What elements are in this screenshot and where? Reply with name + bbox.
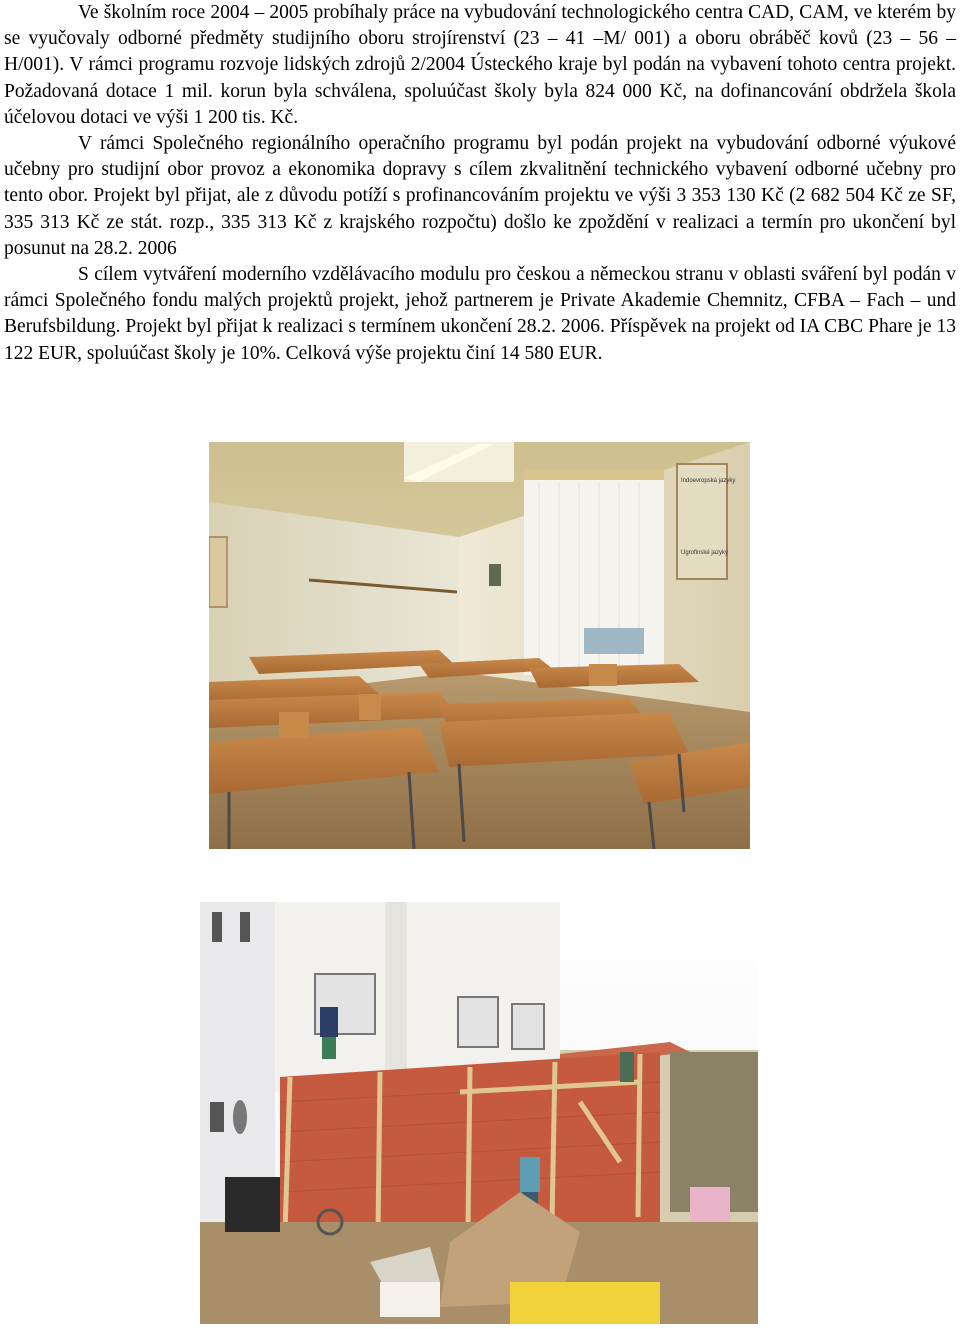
document-page	[4, 0, 956, 367]
document-text	[4, 0, 956, 367]
paragraph-3: S cílem vytváření moderního vzdělávacího modulu pro českou a německou stranu v oblasti sváření byl podán v rámci Společného fondu malých projektů projekt, jehož partnerem je Private Akademie Chemnitz, CFBA – Fach – und Berufsbildung. Projekt byl přijat k realizaci s termínem ukončení 28.2. 2006. Příspěvek na projekt od IA CBC Phare je 13 122 EUR, spoluúčast školy je 10%. Celková výše projektu činí 14 580 EUR.	[4, 264, 956, 364]
construction-photo	[200, 902, 758, 1324]
paragraph-1: Ve školním roce 2004 – 2005 probíhaly práce na vybudování technologického centra CAD, CAM, ve kterém by se vyučovaly odborné předměty studijního oboru strojírenství (23 – 41 –M/ 001) a oboru obráběč kovů (23 – 56 – H/001). V rámci programu rozvoje lidských zdrojů 2/2004 Ústeckého kraje byl podán na vybavení tohoto centra projekt. Požadovaná dotace 1 mil. korun byla schválena, spoluúčast školy byla 824 000 Kč, na dofinancování obdržela škola účelovou dotaci ve výši 1 200 tis. Kč.	[4, 2, 956, 128]
paragraph-2: V rámci Společného regionálního operačního programu byl podán projekt na vybudování odborné výukové učebny pro studijní obor provoz a ekonomika dopravy s cílem zkvalitnění technického vybavení odborné učebny pro tento obor. Projekt byl přijat, ale z důvodu potíží s profinancováním projektu ve výši 3 353 130 Kč (2 682 504 Kč ze SF, 335 313 Kč ze stát. rozp., 335 313 Kč z krajského rozpočtu) došlo ke zpoždění v realizaci a termín pro ukončení byl posunut na 28.2. 2006	[4, 133, 956, 259]
poster-bottom-text: Ugrofinské jazyky	[681, 550, 729, 556]
poster-top-text: Indoevropská jazyky	[681, 478, 736, 484]
classroom-photo	[209, 442, 750, 849]
